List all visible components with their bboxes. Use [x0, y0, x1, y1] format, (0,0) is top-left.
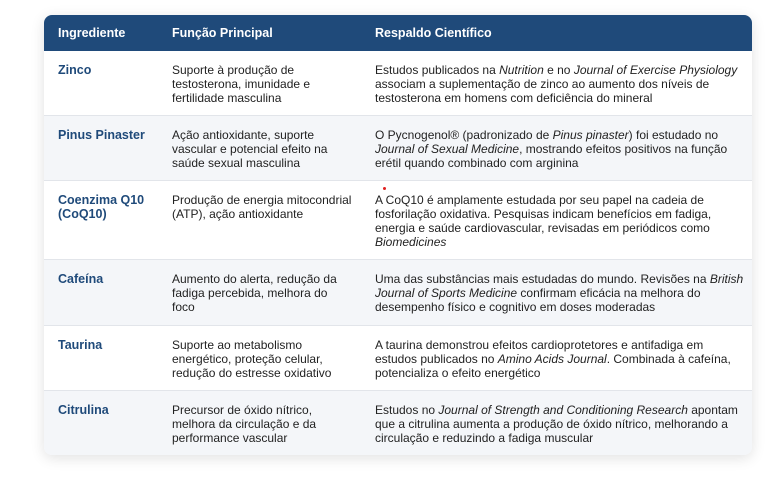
ingredients-table — [44, 15, 752, 455]
text-segment: Uma das substâncias mais estudadas do mundo. Revisões na — [375, 272, 710, 286]
text-segment: Estudos publicados na — [375, 63, 500, 77]
table-row — [44, 260, 752, 326]
text-segment: associam a suplementação de zinco ao aumento dos níveis de testosterona em homens com deficiência do mineral — [375, 77, 710, 105]
cell-science — [363, 391, 752, 456]
journal-name: Journal of Sexual Medicine — [375, 142, 520, 156]
text-segment: Estudos no — [375, 403, 439, 417]
text-segment: A CoQ10 é amplamente estudada por seu papel na cadeia de fosforilação oxidativa. Pesquisas indicam benefícios em fadiga, energia e saúde cardiovascular, revisadas em periódicos como — [375, 193, 712, 235]
cell-function: Produção de energia mitocondrial (ATP), ação antioxidante — [158, 181, 363, 260]
cell-science — [363, 181, 752, 260]
text-segment: . Combinada à cafeína, potencializa o efeito energético — [375, 352, 731, 380]
table-row — [44, 51, 752, 116]
cell-science — [363, 51, 752, 116]
table-row — [44, 326, 752, 391]
table-row — [44, 116, 752, 181]
text-segment: e no — [543, 63, 574, 77]
cell-function: Ação antioxidante, suporte vascular e potencial efeito na saúde sexual masculina — [158, 116, 363, 181]
text-segment: ) foi estudado no — [628, 128, 719, 142]
cell-ingredient: Citrulina — [44, 391, 158, 456]
text-segment: , mostrando efeitos positivos na função erétil quando combinado com arginina — [375, 142, 728, 170]
cell-function: Precursor de óxido nítrico, melhora da circulação e da performance vascular — [158, 391, 363, 456]
table-row — [44, 181, 752, 260]
header-ingredient: Ingrediente — [44, 15, 158, 51]
header-row — [44, 15, 752, 51]
table-body — [44, 51, 752, 455]
red-dot-marker — [383, 187, 386, 190]
cell-science — [363, 116, 752, 181]
table-row — [44, 391, 752, 456]
cell-ingredient: Taurina — [44, 326, 158, 391]
journal-name: Journal of Exercise Physiology — [573, 63, 738, 77]
journal-name: Amino Acids Journal — [497, 352, 607, 366]
journal-name: Biomedicines — [375, 235, 447, 249]
text-segment: O Pycnogenol® (padronizado de — [375, 128, 553, 142]
ingredients-table-card — [44, 15, 752, 455]
cell-science — [363, 326, 752, 391]
cell-function: Suporte à produção de testosterona, imunidade e fertilidade masculina — [158, 51, 363, 116]
cell-ingredient: Zinco — [44, 51, 158, 116]
journal-name: British Journal of Sports Medicine — [375, 272, 744, 300]
header-science: Respaldo Científico — [363, 15, 752, 51]
header-function: Função Principal — [158, 15, 363, 51]
journal-name: Pinus pinaster — [552, 128, 629, 142]
cell-ingredient: Coenzima Q10 (CoQ10) — [44, 181, 158, 260]
text-segment: A taurina demonstrou efeitos cardioprotetores e antifadiga em estudos publicados no — [375, 338, 704, 366]
table-header — [44, 15, 752, 51]
text-segment: apontam que a citrulina aumenta a produção de óxido nítrico, melhorando a circulação e reduzindo a fadiga muscular — [375, 403, 738, 445]
cell-function: Suporte ao metabolismo energético, proteção celular, redução do estresse oxidativo — [158, 326, 363, 391]
journal-name: Nutrition — [499, 63, 544, 77]
cell-ingredient: Pinus Pinaster — [44, 116, 158, 181]
journal-name: Journal of Strength and Conditioning Research — [438, 403, 688, 417]
cell-science — [363, 260, 752, 326]
cell-function: Aumento do alerta, redução da fadiga percebida, melhora do foco — [158, 260, 363, 326]
cell-ingredient: Cafeína — [44, 260, 158, 326]
text-segment: confirmam eficácia na melhora do desempenho físico e cognitivo em doses moderadas — [375, 286, 701, 314]
